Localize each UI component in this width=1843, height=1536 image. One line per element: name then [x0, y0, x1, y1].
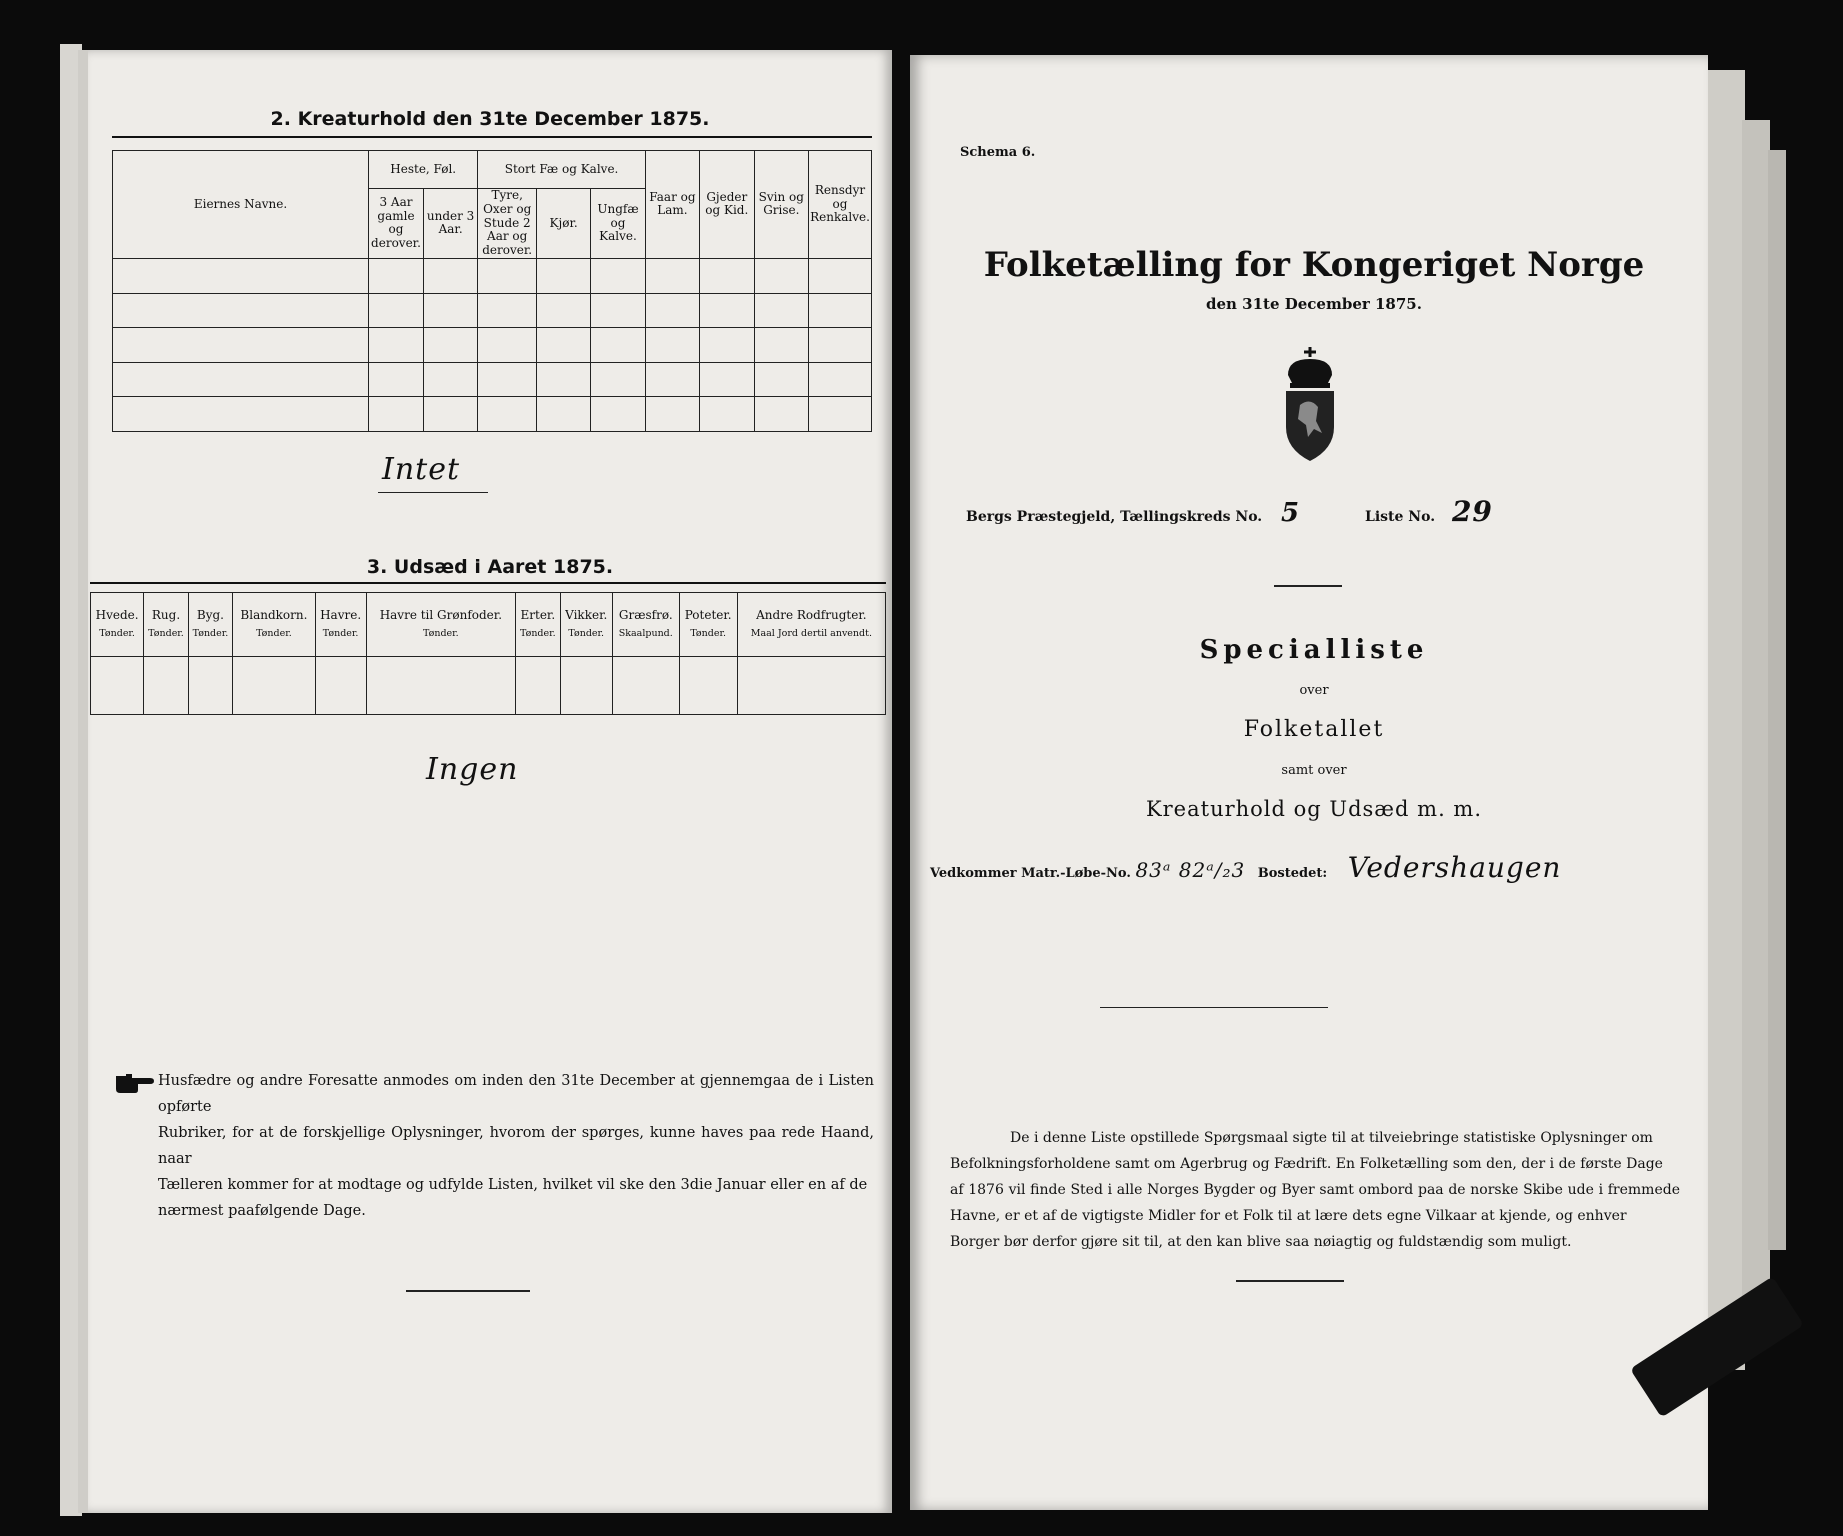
notice-line: Husfædre og andre Foresatte anmodes om inden den 31te December at gjennemgaa de i Listen opførte — [158, 1073, 874, 1115]
crop-name: Hvede. — [95, 608, 139, 623]
parish-line — [966, 495, 1656, 528]
crop-unit: Tønder. — [192, 627, 229, 639]
crop-name: Andre Rodfrugter. — [756, 608, 867, 623]
district-label: Tællingskreds No. — [1120, 509, 1263, 525]
crop-unit: Maal Jord dertil anvendt. — [750, 627, 872, 639]
crop-header-cell — [516, 593, 560, 657]
norwegian-coat-of-arms-icon — [1276, 345, 1344, 465]
horses-group-header: Heste, Føl. — [369, 151, 478, 189]
livestock-table — [112, 150, 872, 432]
cattle-group-header: Stort Fæ og Kalve. — [478, 151, 645, 189]
crops-header-row — [91, 593, 886, 657]
crop-name: Havre. — [320, 608, 362, 623]
list-label: Liste No. — [1365, 509, 1436, 525]
crop-unit: Tønder. — [520, 627, 556, 639]
table-row — [91, 657, 886, 715]
table-row — [113, 362, 872, 397]
crop-header-cell — [233, 593, 315, 657]
crop-name: Rug. — [151, 608, 181, 623]
info-text — [950, 1125, 1680, 1255]
census-title: Folketælling for Kongeriget Norge — [983, 245, 1645, 285]
samt-over-label: samt over — [1281, 763, 1347, 778]
crop-unit: Tønder. — [568, 627, 605, 639]
livestock-underline — [378, 492, 488, 493]
bottom-divider-right — [1236, 1280, 1344, 1282]
crop-name: Vikker. — [565, 608, 608, 623]
table-row — [113, 258, 872, 293]
sheep-header: Faar og Lam. — [645, 151, 699, 259]
section3-title: 3. Udsæd i Aaret 1875. — [366, 556, 614, 578]
crop-header-cell — [366, 593, 516, 657]
info-line: af 1876 vil finde Sted i alle Norges Bygder og Byer samt ombord paa de norske Skibe ude i fremmede Havne, er et af de vigtigste Midler for et Folk til at lære dets egne Vilkaar at kjende, og enhver — [950, 1182, 1680, 1224]
matr-label: Vedkommer Matr.-Løbe-No. — [930, 866, 1131, 881]
crops-top-rule — [90, 582, 886, 584]
right-page-edge-2 — [1742, 120, 1770, 1300]
crop-header-cell — [612, 593, 679, 657]
crop-name: Havre til Grønfoder. — [379, 608, 503, 623]
table-row — [113, 293, 872, 328]
crop-header-cell — [737, 593, 885, 657]
crop-name: Blandkorn. — [240, 608, 308, 623]
crop-unit: Tønder. — [423, 627, 459, 639]
crops-handwritten-note: Ingen — [426, 752, 519, 787]
crop-unit: Tønder. — [690, 627, 726, 639]
middle-divider — [1100, 1007, 1328, 1008]
young-cattle-header: Ungfæ og Kalve. — [591, 189, 646, 259]
crops-table — [90, 592, 886, 715]
parish-label: Bergs Præstegjeld, — [966, 509, 1116, 525]
bulls-header: Tyre, Oxer og Stude 2 Aar og derover. — [478, 189, 537, 259]
crop-unit: Tønder. — [256, 627, 292, 639]
short-divider — [1274, 585, 1342, 587]
over-label-1: over — [1299, 683, 1329, 698]
notice-text — [158, 1068, 874, 1224]
owner-header: Eiernes Navne. — [113, 151, 369, 259]
specialliste-title: Specialliste — [1199, 635, 1429, 665]
info-line: De i denne Liste opstillede Spørgsmaal sigte til at tilveiebringe statistiske Oplysninger om — [1010, 1130, 1653, 1146]
crop-name: Græsfrø. — [618, 608, 673, 623]
info-line: Borger bør derfor gjøre sit til, at den kan blive saa nøiagtig og fuldstændig som muligt. — [950, 1234, 1572, 1250]
livestock-handwritten-note: Intet — [382, 452, 461, 487]
livestock-top-rule — [112, 136, 872, 138]
crop-name: Byg. — [196, 608, 224, 623]
horses-3yr-header: 3 Aar gamle og derover. — [369, 189, 424, 259]
census-date: den 31te December 1875. — [1206, 295, 1422, 313]
bottom-divider — [406, 1290, 530, 1292]
table-row — [113, 397, 872, 432]
horses-under3-header: under 3 Aar. — [423, 189, 477, 259]
crop-header-cell — [144, 593, 188, 657]
crop-header-cell — [679, 593, 737, 657]
right-page-edge-3 — [1768, 150, 1786, 1250]
matr-value: 83ᵃ 82ᵃ/₂3 — [1135, 858, 1246, 882]
crop-name: Poteter. — [684, 608, 732, 623]
crop-unit: Tønder. — [322, 627, 359, 639]
cows-header: Kjør. — [537, 189, 591, 259]
matr-line — [930, 851, 1690, 884]
schema-label: Schema 6. — [960, 145, 1036, 160]
section2-title: 2. Kreaturhold den 31te December 1875. — [270, 108, 710, 130]
crop-header-cell — [91, 593, 144, 657]
crop-header-cell — [315, 593, 366, 657]
district-number: 5 — [1281, 498, 1301, 528]
notice-line: Tælleren kommer for at modtage og udfylde Listen, hvilket vil ske den 3die Januar eller en af de — [158, 1177, 868, 1193]
notice-line: Rubriker, for at de forskjellige Oplysninger, hvorom der spørges, kunne haves paa rede Haand, naar — [158, 1125, 874, 1167]
pointing-hand-icon — [114, 1072, 154, 1094]
list-number: 29 — [1451, 495, 1493, 528]
bosted-label: Bostedet: — [1257, 866, 1328, 881]
crop-header-cell — [560, 593, 612, 657]
crop-unit: Tønder. — [148, 627, 184, 639]
bosted-value: Vedershaugen — [1347, 851, 1562, 884]
kreaturhold-title: Kreaturhold og Udsæd m. m. — [1145, 797, 1483, 821]
right-page — [910, 55, 1708, 1510]
notice-line: nærmest paafølgende Dage. — [158, 1203, 366, 1219]
table-row — [113, 328, 872, 363]
crop-unit: Tønder. — [99, 627, 135, 639]
info-line: Befolkningsforholdene samt om Agerbrug og Fædrift. En Folketælling som den, der i de første Dage — [950, 1156, 1663, 1172]
pigs-header: Svin og Grise. — [754, 151, 808, 259]
left-page — [78, 50, 892, 1513]
reindeer-header: Rensdyr og Renkalve. — [809, 151, 872, 259]
crop-name: Erter. — [520, 608, 556, 623]
crop-header-cell — [188, 593, 232, 657]
right-page-edge — [1705, 70, 1745, 1370]
crop-unit: Skaalpund. — [618, 627, 673, 639]
goats-header: Gjeder og Kid. — [700, 151, 755, 259]
folketallet-title: Folketallet — [1243, 717, 1385, 742]
